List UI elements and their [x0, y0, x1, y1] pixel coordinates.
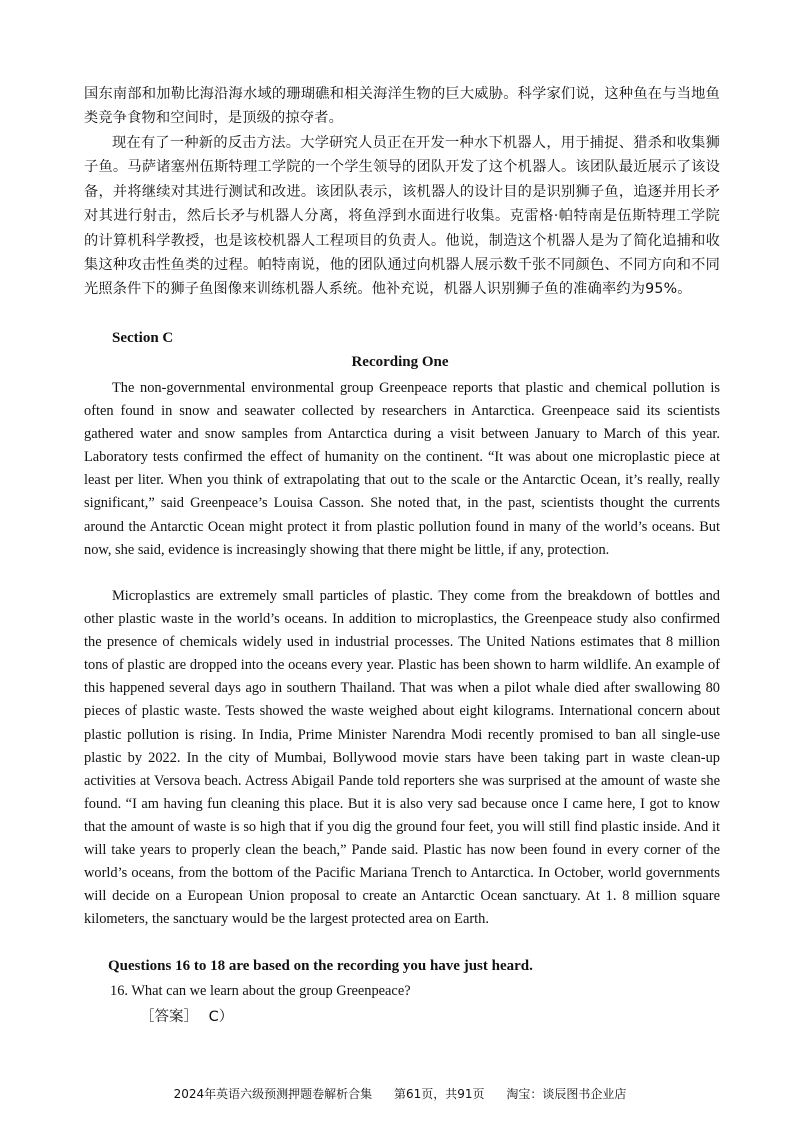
- answer-label: ［答案］: [140, 1009, 198, 1025]
- questions-header: Questions 16 to 18 are based on the recording you have just heard.: [108, 958, 533, 974]
- transcript-paragraph-2: Microplastics are extremely small particles of plastic. They come from the breakdown of bottles and other plastic waste in the world’s oceans. In addition to microplastics, the Greenpeace study also confirmed the presence of chemicals widely used in industrial processes. The United Nations estimates that 8 million tons of plastic are dropped into the oceans every year. Plastic has been shown to harm wildlife. An example of this happened several days ago in southern Thailand. That was when a pilot whale died after swallowing 80 pieces of plastic waste. Tests showed the waste weighed about eight kilograms. International concern about plastic pollution is rising. In India, Prime Minister Narendra Modi recently promised to ban all single-use plastic by 2022. In the city of Mumbai, Bollywood movie stars have been taking part in waste clean-up activities at Versova beach. Actress Abigail Pande told reporters she was surprised at the amount of waste she found. “I am having fun cleaning this place. But it is also very sad because once I came here, I got to know that the amount of waste is so high that if you dig the ground four feet, you will still find plastic inside. And it will take years to properly clean the beach,” Pande said. Plastic has now been found in every corner of the world’s oceans, from the bottom of the Pacific Mariana Trench to Antarctica. In October, world governments will decide on a European Union proposal to create an Antarctic Ocean sanctuary. At 1. 8 million square kilometers, the sanctuary would be the largest protected area on Earth.: [84, 588, 720, 928]
- chinese-paragraph-translation: 现在有了一种新的反击方法。大学研究人员正在开发一种水下机器人，用于捕捉、猎杀和收集狮子鱼。马萨诸塞州伍斯特理工学院的一个学生领导的团队开发了这个机器人。该团队最近展示了该设备，并将继续对其进行测试和改进。该团队表示，该机器人的设计目的是识别狮子鱼，追逐并用长矛对其进行射击，然后长矛与机器人分离，将鱼浮到水面进行收集。克雷格·帕特南是伍斯特理工学院的计算机科学教授，也是该校机器人工程项目的负责人。他说，制造这个机器人是为了简化追捕和收集这种攻击性鱼类的过程。帕特南说，他的团队通过向机器人展示数千张不同颜色、不同方向和不同光照条件下的狮子鱼图像来训练机器人系统。他补充说，机器人识别狮子鱼的准确率约为95%。: [84, 135, 720, 298]
- answer-line: [140, 1005, 233, 1026]
- question-16: 16. What can we learn about the group Greenpeace?: [110, 983, 411, 999]
- answer-value: C）: [208, 1009, 234, 1025]
- footer-page-number: 第61页，共91页: [393, 1087, 485, 1101]
- footer-shop: 淘宝：谈辰图书企业店: [506, 1087, 627, 1101]
- page-footer: [0, 1085, 800, 1102]
- chinese-paragraph-continued: 国东南部和加勒比海沿海水域的珊瑚礁和相关海洋生物的巨大威胁。科学家们说，这种鱼在与当地鱼类竞争食物和空间时，是顶级的掠夺者。: [84, 86, 720, 127]
- transcript-paragraph-1: The non-governmental environmental group Greenpeace reports that plastic and chemical pollution is often found in snow and seawater collected by researchers in Antarctica. Greenpeace said its scientists gathered water and snow samples from Antarctica during a visit between January to March of this year. Laboratory tests confirmed the effect of humanity on the continent. “It was about one microplastic piece at least per liter. When you think of extrapolating that out to the scale or the Antarctic Ocean, it’s really, really significant,” said Greenpeace’s Louisa Casson. She noted that, in the past, scientists thought the currents around the Antarctic Ocean might protect it from plastic pollution found in many of the world’s oceans. But now, she said, evidence is increasingly showing that there might be little, if any, protection.: [84, 380, 720, 558]
- footer-collection: 2024年英语六级预测押题卷解析合集: [173, 1087, 373, 1101]
- section-label: Section C: [112, 330, 174, 346]
- recording-title: Recording One: [351, 354, 449, 370]
